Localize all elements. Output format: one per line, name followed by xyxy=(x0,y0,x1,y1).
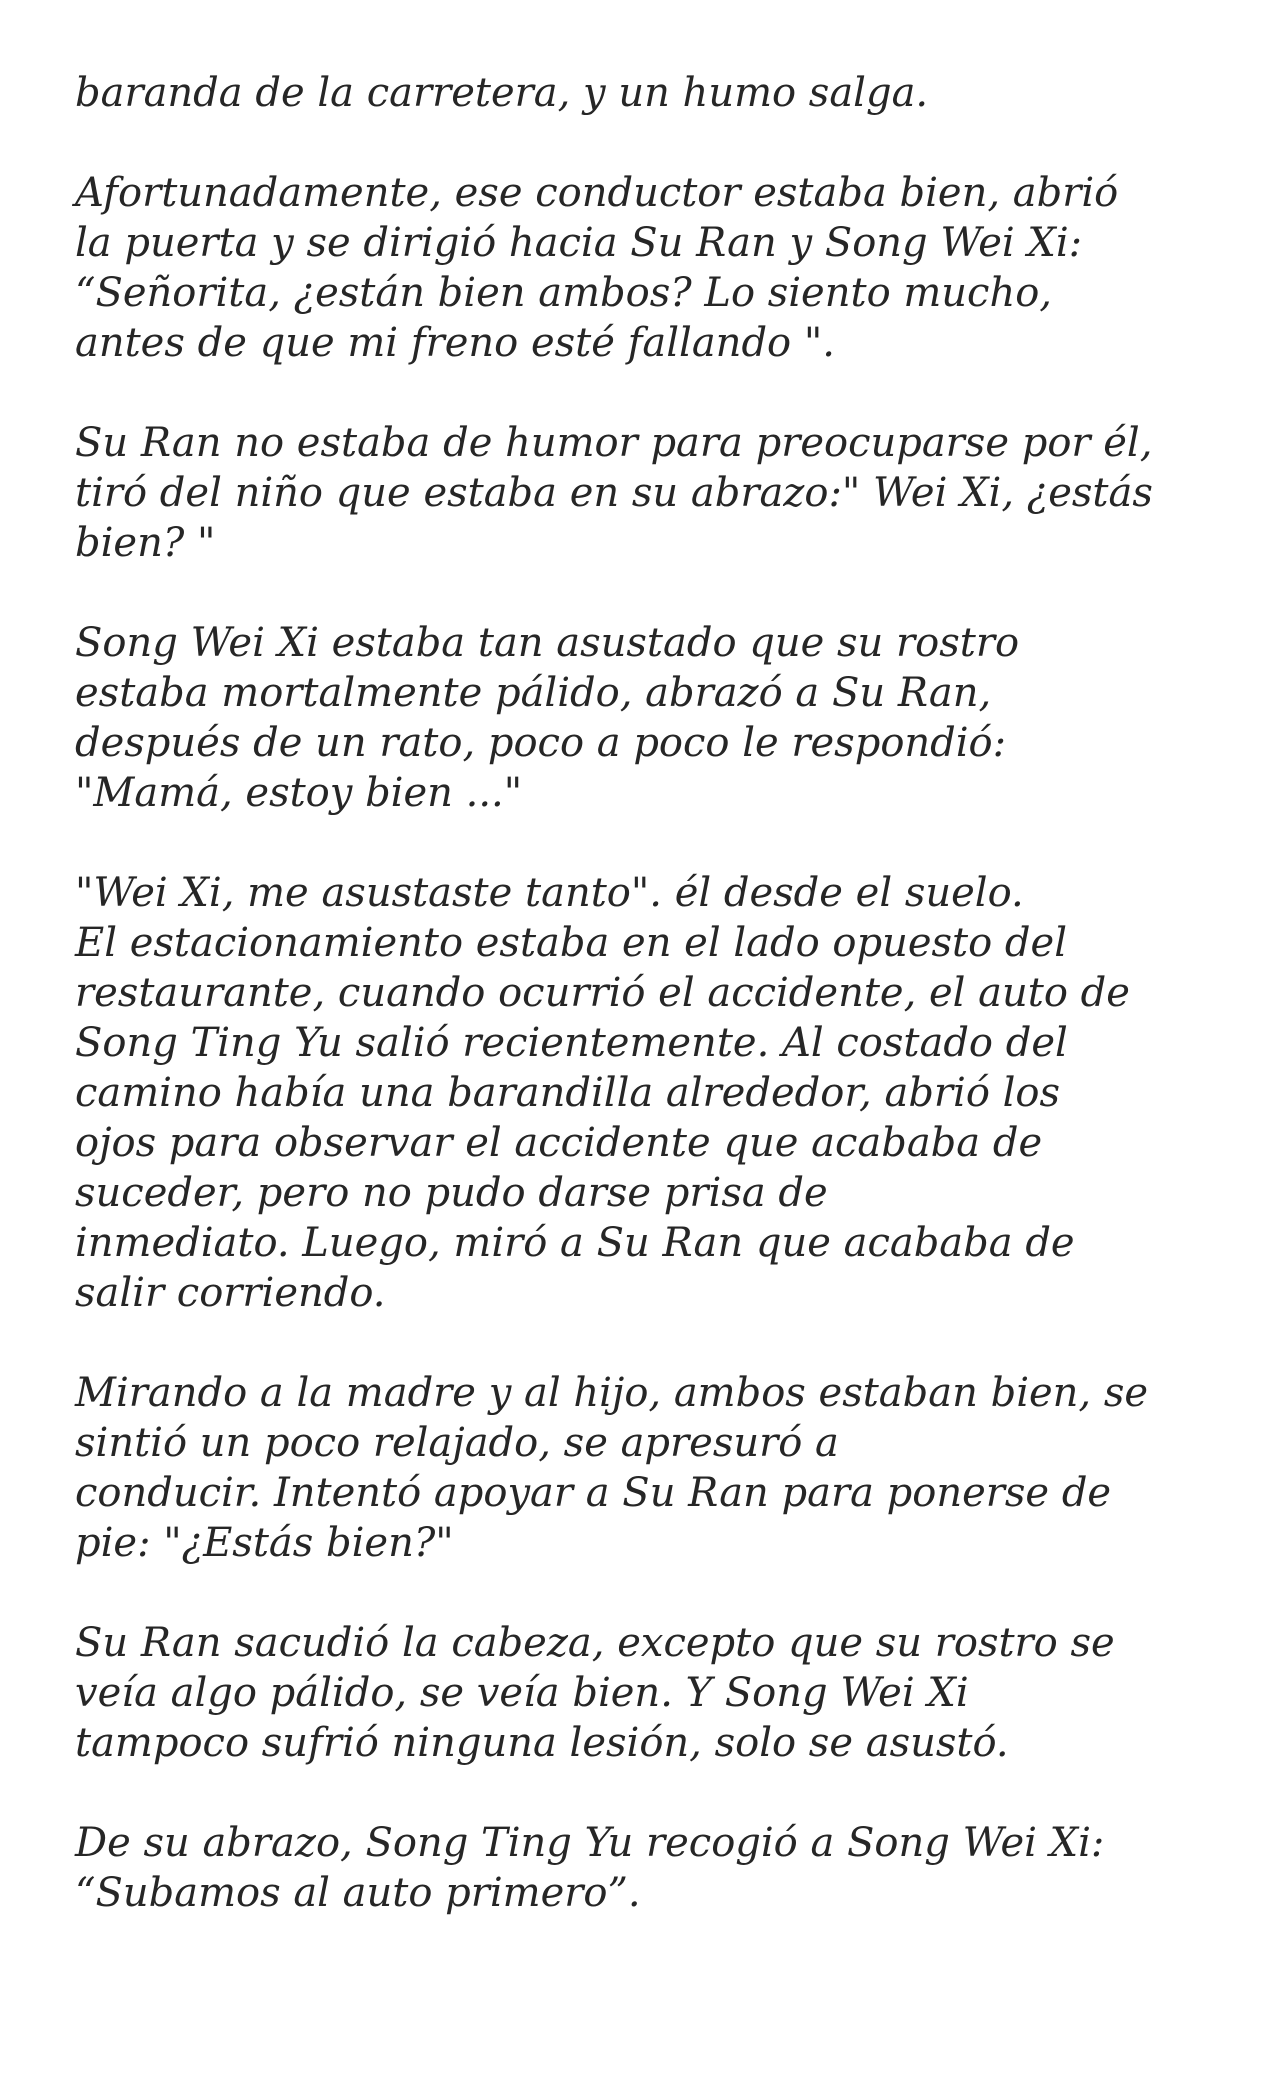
paragraph-4 xyxy=(75,618,1215,818)
paragraph-6 xyxy=(75,1368,1215,1568)
text-line: la puerta y se dirigió hacia Su Ran y Song Wei Xi: xyxy=(75,220,1083,266)
text-line: "Wei Xi, me asustaste tanto". él desde el suelo. xyxy=(75,870,1024,916)
text-line: conducir. Intentó apoyar a Su Ran para ponerse de xyxy=(75,1470,1112,1516)
text-line: ojos para observar el accidente que acababa de xyxy=(75,1120,1043,1166)
text-line: Song Ting Yu salió recientemente. Al costado del xyxy=(75,1020,1068,1066)
text-line: salir corriendo. xyxy=(75,1270,386,1316)
text-line: suceder, pero no pudo darse prisa de xyxy=(75,1170,828,1216)
text-line: veía algo pálido, se veía bien. Y Song Wei Xi xyxy=(75,1670,969,1716)
text-line: después de un rato, poco a poco le respondió: xyxy=(75,720,1007,766)
text-line: Song Wei Xi estaba tan asustado que su rostro xyxy=(75,620,1020,666)
text-line: “Señorita, ¿están bien ambos? Lo siento mucho, xyxy=(75,270,1053,316)
text-line: restaurante, cuando ocurrió el accidente, el auto de xyxy=(75,970,1130,1016)
text-line: antes de que mi freno esté fallando ". xyxy=(75,320,835,366)
paragraph-7 xyxy=(75,1618,1215,1768)
paragraph-1 xyxy=(75,68,1215,118)
paragraph-8 xyxy=(75,1818,1215,1918)
text-line: Mirando a la madre y al hijo, ambos estaban bien, se xyxy=(75,1370,1149,1416)
text-line: Su Ran sacudió la cabeza, excepto que su rostro se xyxy=(75,1620,1115,1666)
paragraph-3 xyxy=(75,418,1215,568)
text-line: “Subamos al auto primero”. xyxy=(75,1870,641,1916)
paragraph-2 xyxy=(75,168,1215,368)
text-line: tiró del niño que estaba en su abrazo:" Wei Xi, ¿estás xyxy=(75,470,1153,516)
text-line: El estacionamiento estaba en el lado opuesto del xyxy=(75,920,1067,966)
text-line: De su abrazo, Song Ting Yu recogió a Song Wei Xi: xyxy=(75,1820,1105,1866)
text-line: sintió un poco relajado, se apresuró a xyxy=(75,1420,839,1466)
text-line: bien? " xyxy=(75,520,216,566)
paragraph-5 xyxy=(75,868,1215,1318)
text-line: pie: "¿Estás bien?" xyxy=(75,1520,454,1566)
text-line: camino había una barandilla alrededor, abrió los xyxy=(75,1070,1061,1116)
text-line: estaba mortalmente pálido, abrazó a Su Ran, xyxy=(75,670,992,716)
text-line: inmediato. Luego, miró a Su Ran que acababa de xyxy=(75,1220,1075,1266)
text-line: "Mamá, estoy bien ..." xyxy=(75,770,523,816)
document-page xyxy=(75,68,1215,1968)
text-line: baranda de la carretera, y un humo salga. xyxy=(75,70,929,116)
text-line: Afortunadamente, ese conductor estaba bien, abrió xyxy=(75,170,1119,216)
text-line: tampoco sufrió ninguna lesión, solo se asustó. xyxy=(75,1720,1009,1766)
text-line: Su Ran no estaba de humor para preocuparse por él, xyxy=(75,420,1153,466)
